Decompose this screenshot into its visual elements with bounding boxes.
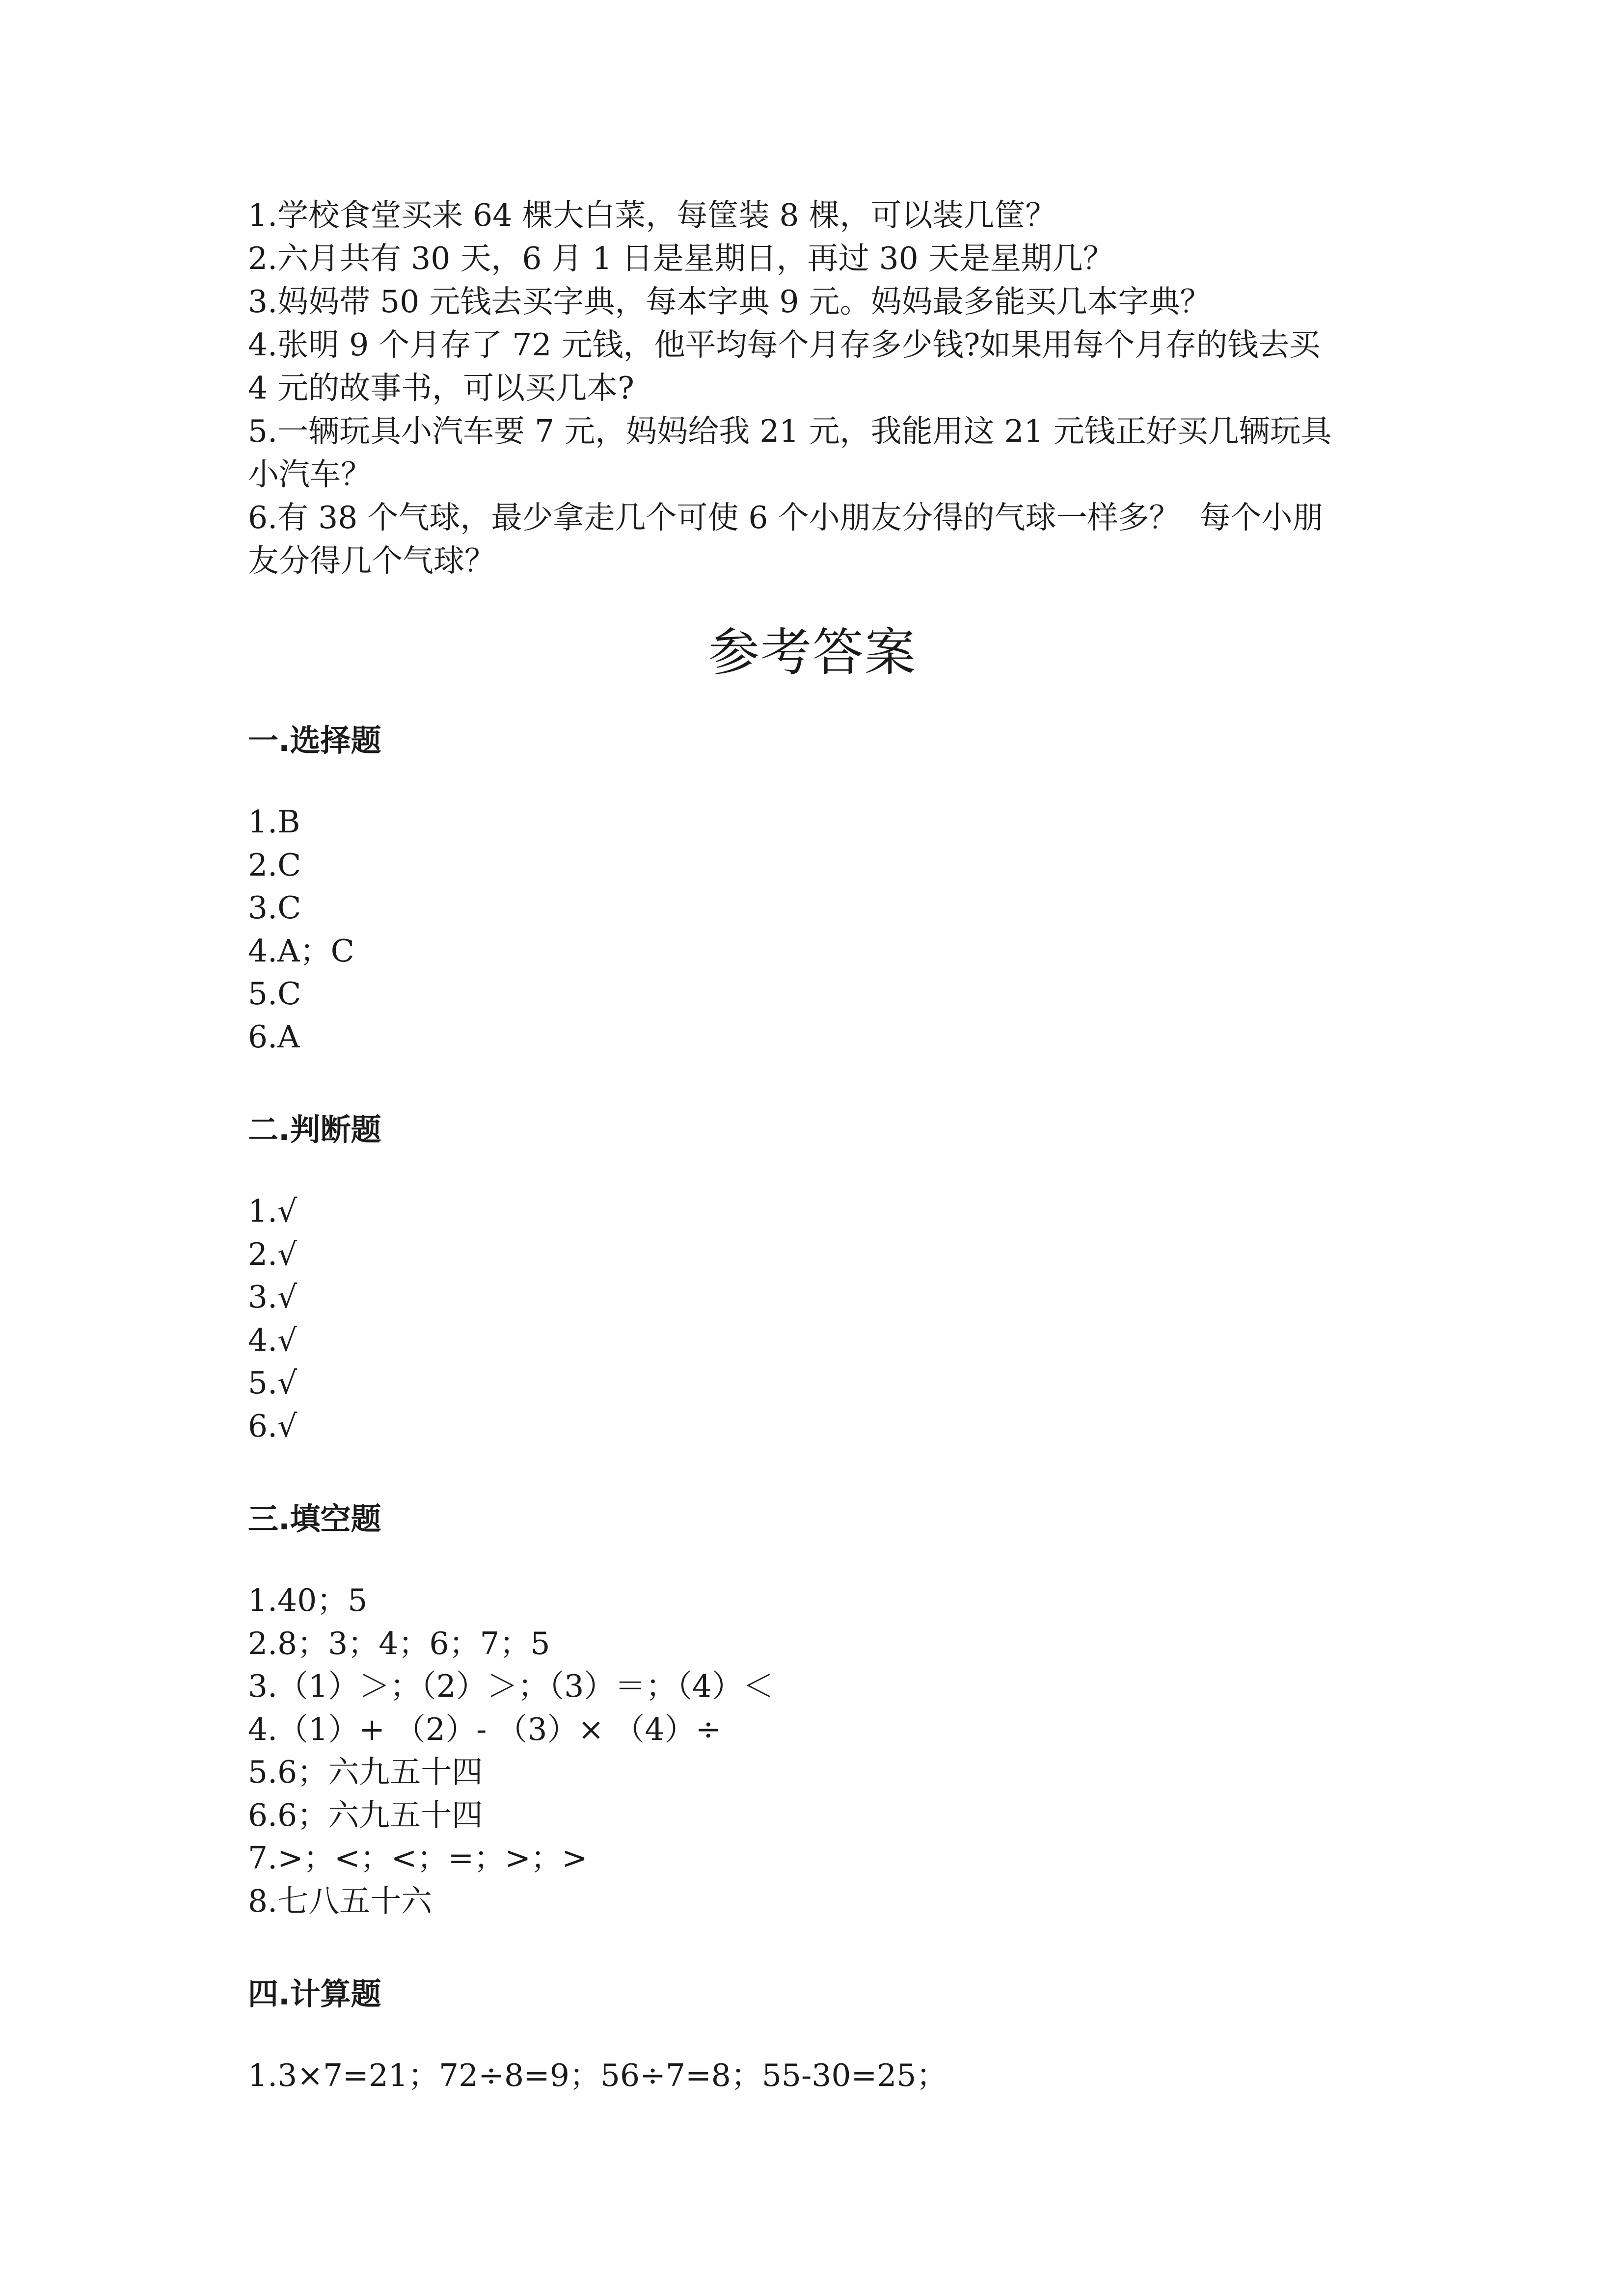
answer-line: 5.6；六九五十四	[248, 1754, 483, 1790]
section-heading: 一.选择题	[248, 722, 381, 758]
problem-line: 4 元的故事书，可以买几本?	[248, 370, 634, 406]
answer-line: 1.40；5	[248, 1582, 368, 1618]
answer-line: 2.C	[248, 847, 301, 883]
answers-section-calculation	[248, 1973, 1377, 2097]
answer-line: 4.（1）+ （2）- （3）× （4）÷	[248, 1711, 722, 1747]
answer-line: 4.√	[248, 1322, 298, 1358]
answer-line: 6.A	[248, 1018, 300, 1055]
answer-line: 4.A；C	[248, 933, 354, 969]
problem-line: 4.张明 9 个月存了 72 元钱，他平均每个月存多少钱?如果用每个月存的钱去买	[248, 327, 1321, 363]
answer-line: 7.>；<；<；=；>；>	[248, 1840, 588, 1876]
answer-line: 3.√	[248, 1279, 298, 1315]
answer-line: 3.（1）＞；（2）＞；（3）＝；（4）＜	[248, 1668, 774, 1704]
answer-line: 1.√	[248, 1193, 298, 1229]
section-heading: 四.计算题	[248, 1976, 381, 2012]
problem-line: 6.有 38 个气球，最少拿走几个可使 6 个小朋友分得的气球一样多？ 每个小朋	[248, 500, 1324, 535]
answer-line: 3.C	[248, 890, 301, 926]
answer-line: 1.B	[248, 804, 300, 840]
problem-line: 3.妈妈带 50 元钱去买字典，每本字典 9 元。妈妈最多能买几本字典？	[248, 284, 1211, 320]
answer-key-title: 参考答案	[708, 622, 917, 682]
answer-line: 6.6；六九五十四	[248, 1797, 483, 1833]
answers-section-judgement	[248, 1108, 1377, 1447]
section-heading: 二.判断题	[248, 1112, 381, 1148]
answer-line: 8.七八五十六	[248, 1883, 433, 1919]
answer-line: 6.√	[248, 1408, 298, 1444]
problem-line: 1.学校食堂买来 64 棵大白菜，每筐装 8 棵，可以装几筐？	[248, 197, 1056, 233]
answers-section-choice	[248, 719, 1377, 1058]
problem-line: 友分得几个气球？	[248, 543, 495, 579]
answer-line: 5.√	[248, 1365, 298, 1401]
answer-line: 5.C	[248, 976, 301, 1012]
section-heading: 三.填空题	[248, 1501, 381, 1537]
word-problems-list	[248, 194, 1377, 583]
problem-line: 2.六月共有 30 天，6 月 1 日是星期日，再过 30 天是星期几？	[248, 240, 1114, 276]
answer-line: 1.3×7=21；72÷8=9；56÷7=8；55-30=25；	[248, 2057, 947, 2093]
page-content	[248, 194, 1377, 2097]
answers-section-fill-blank	[248, 1497, 1377, 1922]
answer-line: 2.8；3；4；6；7；5	[248, 1625, 550, 1661]
problem-line: 5.一辆玩具小汽车要 7 元，妈妈给我 21 元，我能用这 21 元钱正好买几辆玩具	[248, 413, 1332, 449]
problem-line: 小汽车？	[248, 456, 372, 492]
answer-line: 2.√	[248, 1236, 298, 1272]
